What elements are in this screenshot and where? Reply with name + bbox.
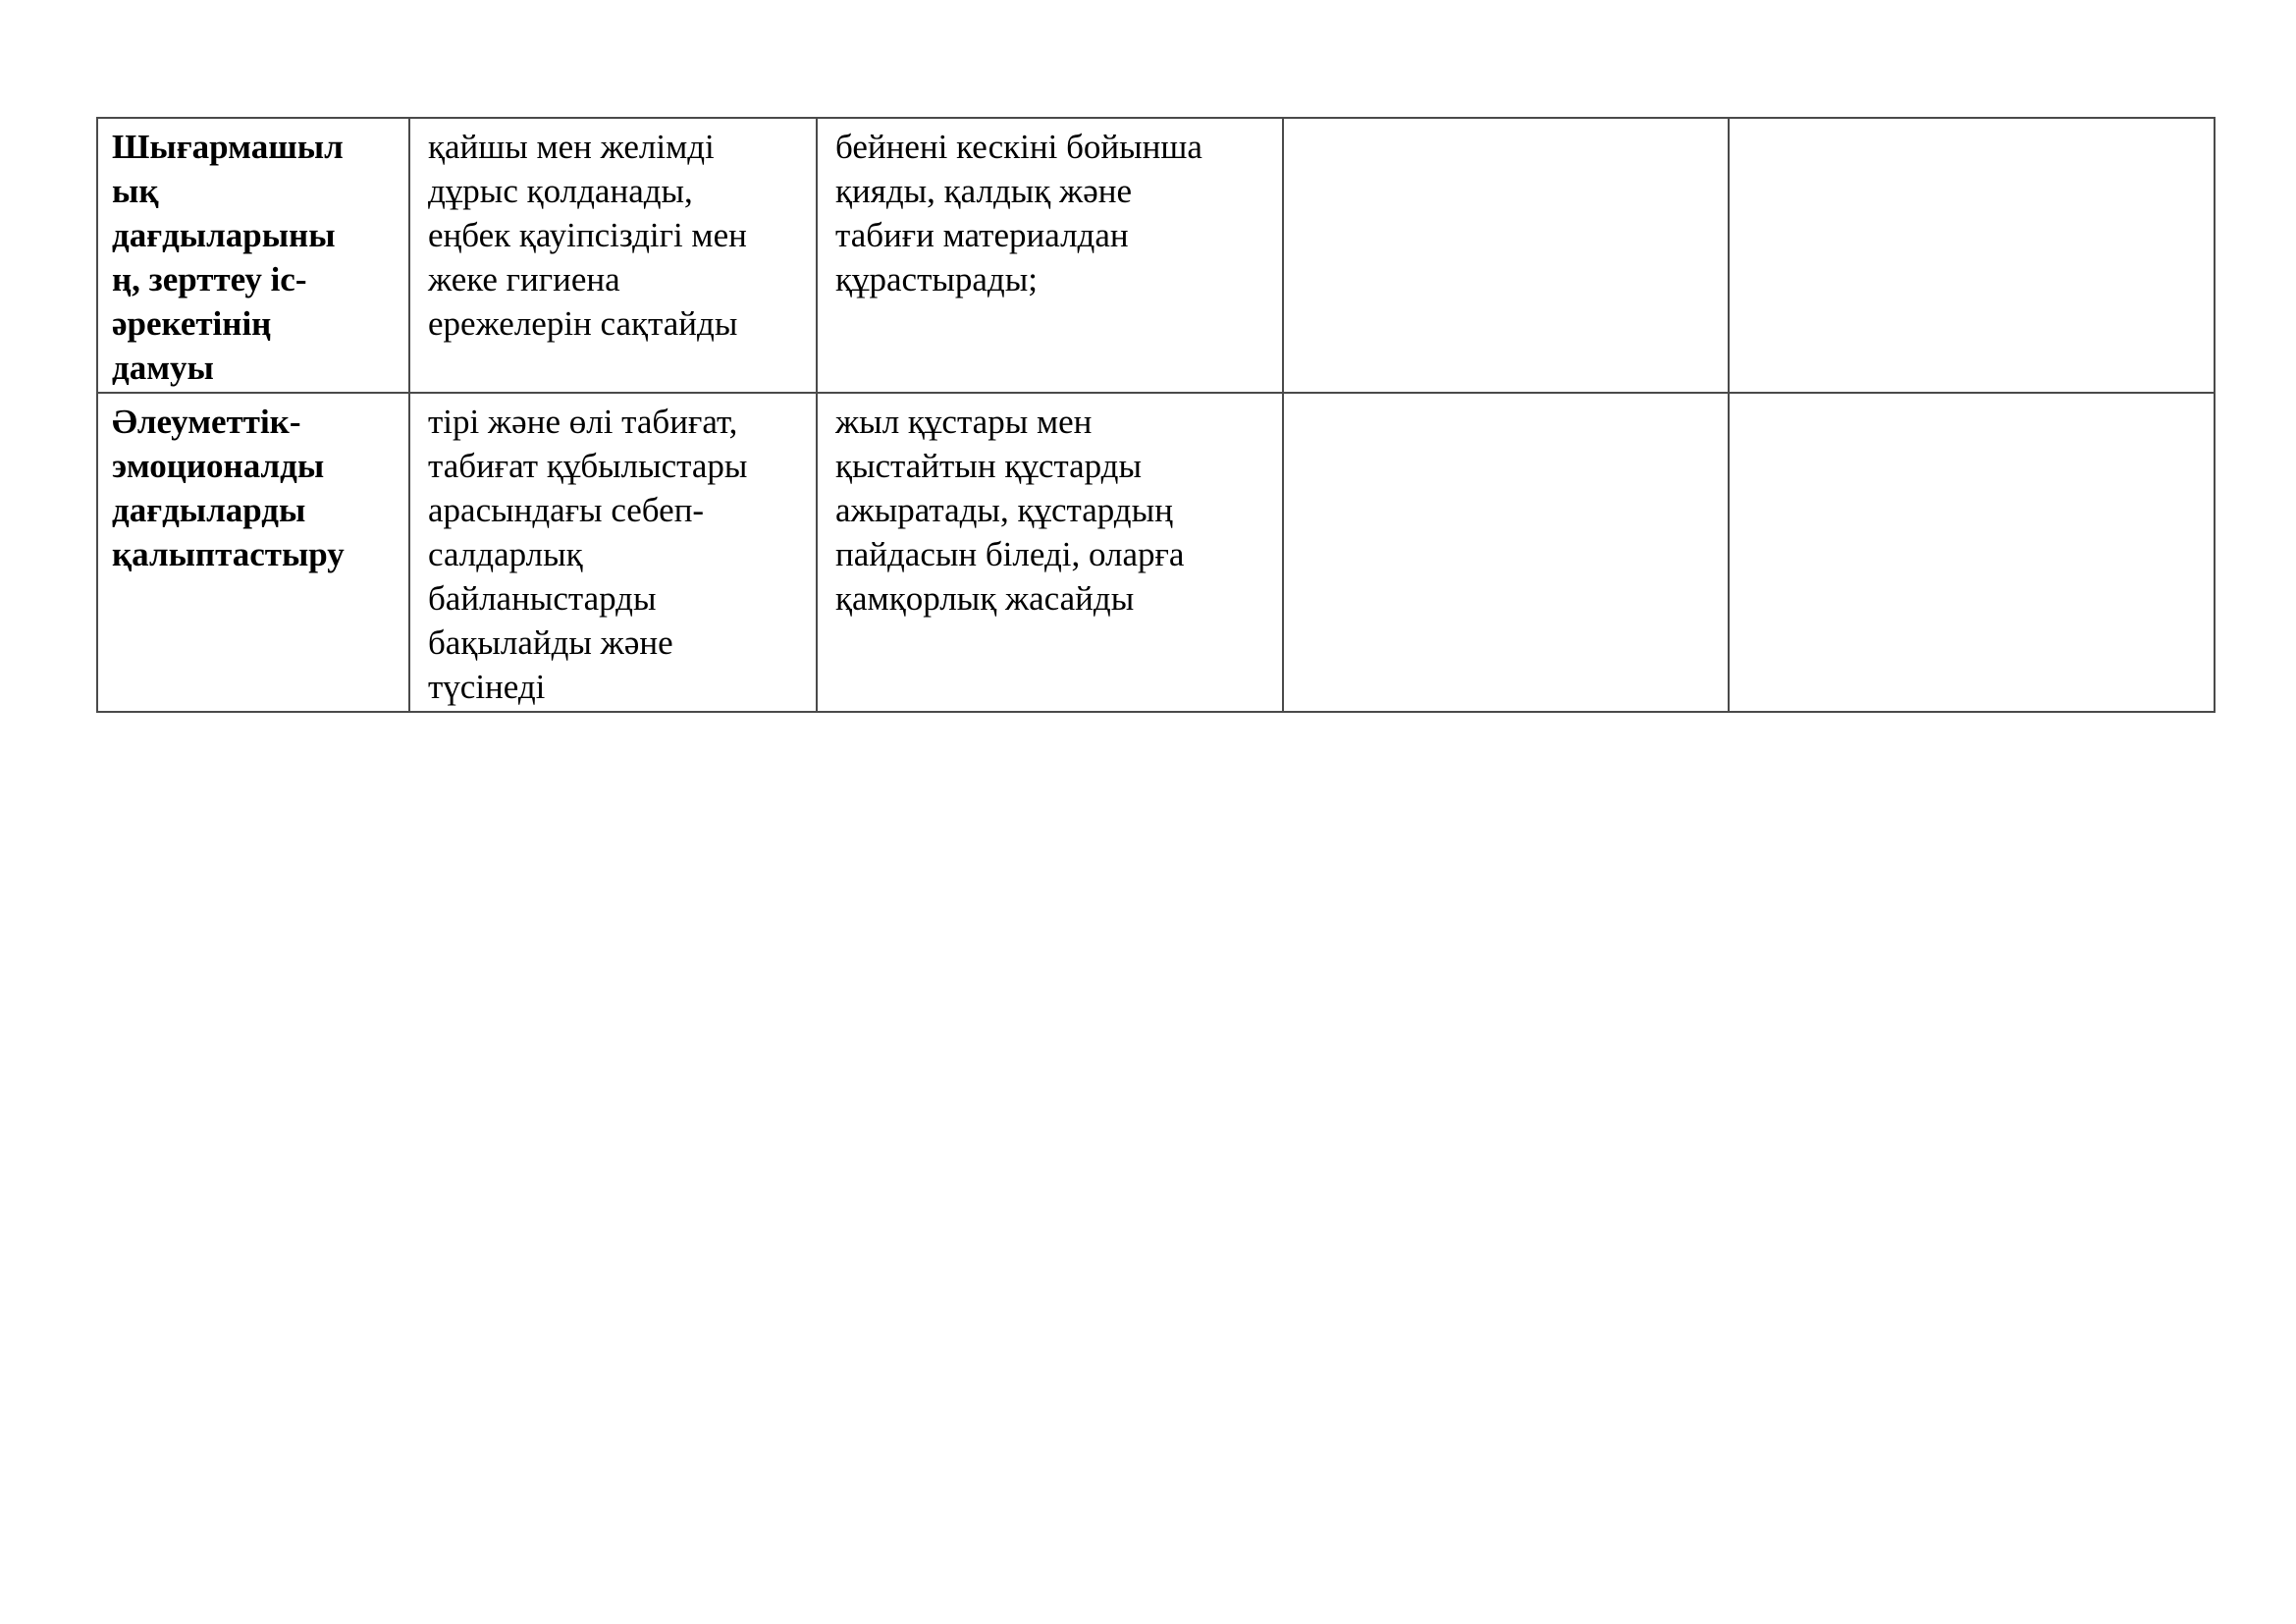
table-cell-empty: [1729, 393, 2215, 712]
cell-text: тірі және өлі табиғат, табиғат құбылыстары арасындағы себеп- салдарлық байланыстарды бақылайды және түсінеді: [428, 403, 748, 706]
row-heading: Әлеуметтік- эмоционалды дағдыларды қалыптастыру: [112, 403, 345, 573]
table-cell: [409, 118, 817, 393]
table-cell-empty: [1729, 118, 2215, 393]
row-heading: Шығармашыл ық дағдыларыны ң, зерттеу іс- әрекетінің дамуы: [112, 128, 344, 387]
table-cell-empty: [1283, 118, 1729, 393]
table-cell: [409, 393, 817, 712]
table-row: [97, 393, 2215, 712]
table-cell-empty: [1283, 393, 1729, 712]
skills-table: [96, 117, 2216, 713]
table-cell: [817, 393, 1283, 712]
cell-text: жыл құстары мен қыстайтын құстарды ажыратады, құстардың пайдасын біледі, оларға қамқорлық жасайды: [835, 403, 1185, 618]
document-page: [96, 117, 2214, 713]
table-row: [97, 118, 2215, 393]
row-heading-cell: [97, 393, 409, 712]
cell-text: бейнені кескіні бойынша қияды, қалдық және табиғи материалдан құрастырады;: [835, 128, 1202, 298]
table-cell: [817, 118, 1283, 393]
row-heading-cell: [97, 118, 409, 393]
cell-text: қайшы мен желімді дұрыс қолданады, еңбек қауіпсіздігі мен жеке гигиена ережелерін сақтайды: [428, 128, 747, 343]
